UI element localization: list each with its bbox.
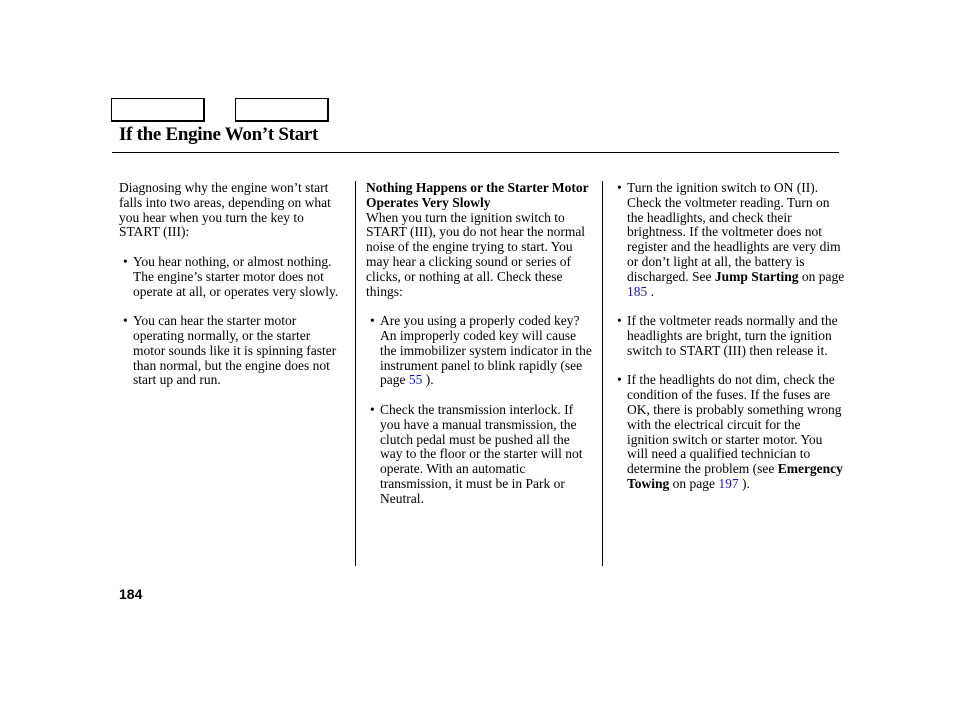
col3-bullet-3 <box>613 373 845 491</box>
column-divider-1 <box>355 181 356 566</box>
col3-bullet-2: • If the voltmeter reads normally and the headlights are bright, turn the ignition switch to START (III) then release it. <box>613 314 845 358</box>
col2-bullet-2: • Check the transmission interlock. If you have a manual transmission, the clutch pedal must be pushed all the way to the floor or the starter will not operate. With an automatic transmission, it must be in Park or Neutral. <box>366 403 594 507</box>
col3-bullet-3-end: ). <box>738 475 750 491</box>
col3-bullet-1-mid: on page <box>798 268 845 284</box>
column-1 <box>119 181 345 388</box>
nav-button-previous[interactable] <box>111 98 205 122</box>
nav-button-next[interactable] <box>235 98 329 122</box>
jump-starting-ref: Jump Starting <box>714 268 799 284</box>
col2-bullet-1-end: ). <box>422 372 434 388</box>
column-2 <box>366 181 594 507</box>
col3-bullet-1 <box>613 181 845 299</box>
page-link-197[interactable]: 197 <box>718 475 739 491</box>
col1-bullet-2: • You can hear the starter motor operating normally, or the starter motor sounds like it is spinning faster than normal, but the engine does not start up and run. <box>119 314 345 388</box>
col3-bullet-3-mid: on page <box>669 475 719 491</box>
page-number: 184 <box>119 586 143 602</box>
col3-bullet-1-text: Turn the ignition switch to ON (II). Check the voltmeter reading. Turn on the headlights, and check their brightness. If the voltmeter does not register and the headlights are very dim or don’t light at all, the battery is discharged. See <box>627 180 841 284</box>
col1-bullet-1: • You hear nothing, or almost nothing. The engine’s starter motor does not operate at all, or operates very slowly. <box>119 255 345 299</box>
col2-heading: Nothing Happens or the Starter Motor Operates Very Slowly <box>366 180 589 210</box>
column-3 <box>613 181 845 492</box>
col1-intro: Diagnosing why the engine won’t start falls into two areas, depending on what you hear when you turn the key to START (III): <box>119 180 331 240</box>
page-link-185[interactable]: 185 <box>627 283 648 299</box>
page-title: If the Engine Won’t Start <box>119 124 319 145</box>
col2-intro: When you turn the ignition switch to START (III), you do not hear the normal noise of the engine trying to start. You may hear a clicking sound or series of clicks, or nothing at all. Check these things: <box>366 209 586 299</box>
emergency-towing-ref: Emergency Towing <box>627 461 843 491</box>
column-divider-2 <box>602 181 603 566</box>
page-link-55[interactable]: 55 <box>408 372 423 388</box>
col3-bullet-3-text: If the headlights do not dim, check the condition of the fuses. If the fuses are OK, there is probably something wrong with the electrical circuit for the ignition switch or starter motor. You will need a qualified technician to determine the problem (see <box>627 372 842 477</box>
title-divider <box>112 152 839 153</box>
col3-bullet-1-end: . <box>647 283 654 299</box>
col2-bullet-1 <box>366 314 594 388</box>
col2-bullet-1-text: Are you using a properly coded key? An improperly coded key will cause the immobilizer system indicator in the instrument panel to blink rapidly (see page <box>380 313 592 388</box>
